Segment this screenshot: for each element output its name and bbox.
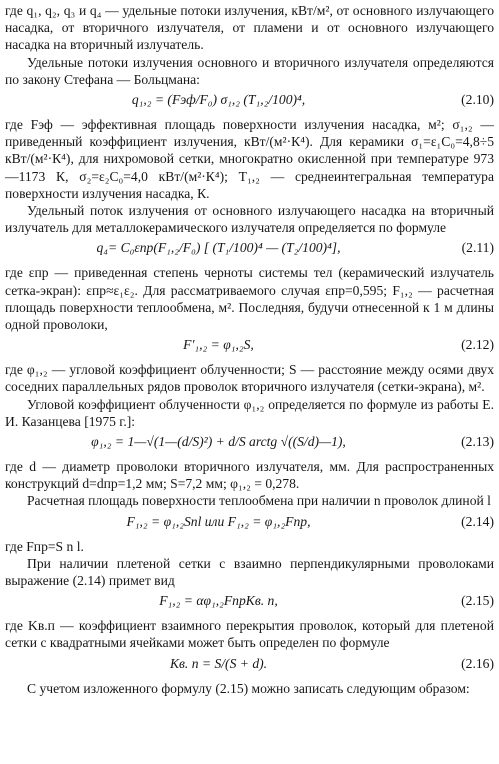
equation-body: F′₁,₂ = φ₁,₂S, xyxy=(183,337,254,353)
equation xyxy=(5,592,494,614)
paragraph: где Fэф — эффективная площадь поверхности излучения насадка, м²; σ₁,₂ — приведенный коэффициент излучения, кВт/(м²·К⁴). Для керамики σ₁=ε₁C₀=4,8÷5 кВт/(м²·К⁴), для нихромовой сетки, многократно окисленной при температуре 973—1173 К, σ₂=ε₂C₀=4,0 кВт/(м²·К⁴); T₁,₂ — среднеинтегральная температура поверхности излучения насадка, К. xyxy=(5,117,494,201)
equation-number: (2.10) xyxy=(461,92,494,108)
equation-number: (2.12) xyxy=(461,337,494,353)
equation-body: Kв. п = S/(S + d). xyxy=(169,655,268,671)
paragraph: Расчетная площадь поверхности теплообмена при наличии n проволок длиной l xyxy=(27,493,491,509)
equation-body: F₁,₂ = αφ₁,₂FпрKв. п, xyxy=(159,593,278,609)
paragraph: С учетом изложенного формулу (2.15) можно записать следующим образом: xyxy=(27,680,470,696)
equation-body: q₁,₂ = (Fэф/F₀) σ₁,₂ (T₁,₂/100)⁴, xyxy=(131,92,306,108)
paragraph: где εпр — приведенная степень черноты системы тел (керамический излучатель сетка-экран): εпр≈ε₁ε₂. Для рассматриваемого случая εпр=0,595; F₁,₂ — расчетная площадь поверхности теплообмена, м². Последняя, будучи отнесенной к 1 м длины одной проволоки, xyxy=(5,265,494,333)
paragraph: где Kв.п — коэффициент взаимного перекрытия проволок, который для плетеной сетки с квадратными ячейками может быть определен по формуле xyxy=(5,618,494,651)
paragraph: Угловой коэффициент облученности φ₁,₂ определяется по формуле из работы Е. И. Казанцева [1975 г.]: xyxy=(5,396,494,429)
equation-number: (2.13) xyxy=(461,434,494,450)
equation xyxy=(5,336,494,358)
equation xyxy=(5,513,494,535)
paragraph: Удельный поток излучения от основного излучающего насадка на вторичный излучатель для металлокерамического излучателя определяется по формуле xyxy=(5,203,494,236)
equation-body: q₄= C₀εпр(F₁,₂/F₀) [ (T₁/100)⁴ — (T₂/100)⁴], xyxy=(96,240,341,256)
equation-body: φ₁,₂ = 1—√(1—(d/S)²) + d/S arctg √((S/d)—1), xyxy=(91,434,346,450)
paragraph: Удельные потоки излучения основного и вторичного излучателя определяются по закону Стефана — Больцмана: xyxy=(5,54,494,87)
equation-number: (2.15) xyxy=(461,593,494,609)
equation-body: F₁,₂ = φ₁,₂Snl или F₁,₂ = φ₁,₂Fпр, xyxy=(126,513,311,529)
paragraph: При наличии плетеной сетки с взаимно перпендикулярными проволоками выражение (2.14) примет вид xyxy=(5,555,494,589)
equation-number: (2.14) xyxy=(461,513,494,529)
equation xyxy=(5,91,494,113)
paragraph: где d — диаметр проволоки вторичного излучателя, мм. Для распространенных конструкций d=dпр=1,2 мм; S=7,2 мм; φ₁,₂ = 0,278. xyxy=(5,459,494,492)
equation-number: (2.16) xyxy=(461,655,494,671)
paragraph: где Fпр=S n l. xyxy=(5,538,84,554)
equation-number: (2.11) xyxy=(461,240,494,256)
equation xyxy=(5,239,494,261)
paragraph: где φ₁,₂ — угловой коэффициент облученности; S — расстояние между осями двух соседних параллельных рядов проволок вторичного излучателя (сетки-экрана), м². xyxy=(5,362,494,395)
equation xyxy=(5,655,494,677)
paragraph: где q₁, q₂, q₃ и q₄ — удельные потоки излучения, кВт/м², от основного излучающего насадка, от вторичного излучателя, от пламени и от основного излучающего насадка на вторичный излучатель. xyxy=(5,3,494,53)
equation xyxy=(5,433,494,455)
